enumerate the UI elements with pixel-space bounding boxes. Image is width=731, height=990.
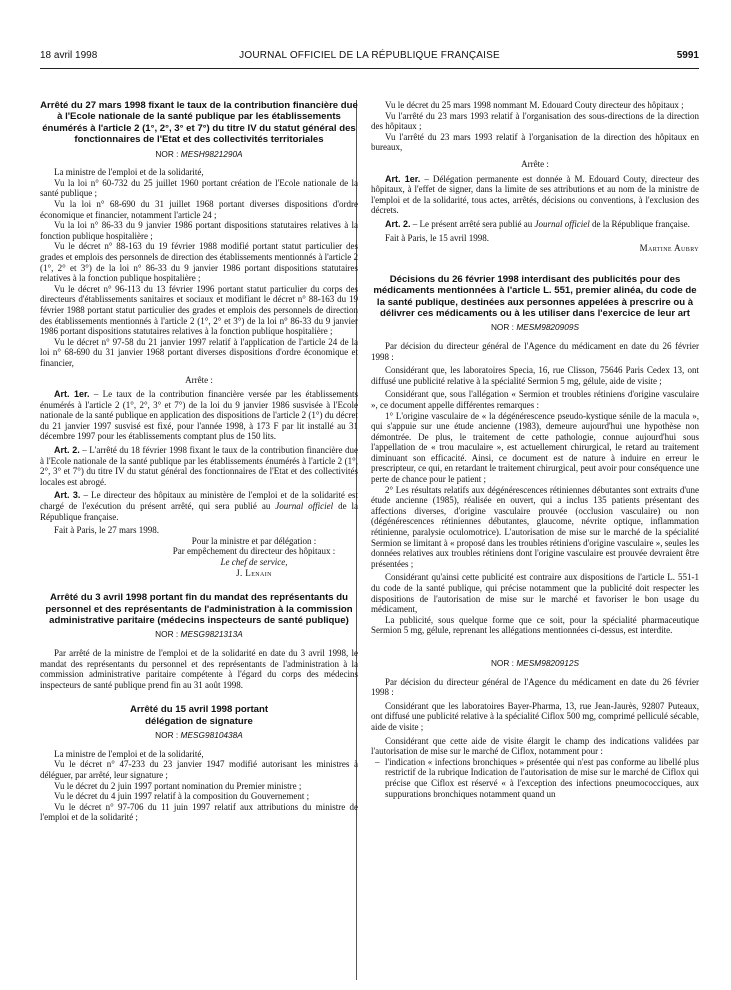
- signatory-name: J. Lenain: [236, 567, 272, 578]
- article-heading: Art. 1er.: [385, 173, 421, 184]
- paragraph: Vu le décret n° 97-706 du 11 juin 1997 relatif aux attributions du ministre de l'emploi et de la solidarité ;: [40, 801, 358, 823]
- article-text: – Le taux de la contribution financière versée par les établissements énumérés à l'article 2 (1°, 2°, 3° et 7°) de la loi du 9 janvier 1986 susvisée à l'Ecole nationale de la santé publique en application des dispositions de l'article 2 (1°) du décret du 21 janvier 1997 susvisé est fixé, pour l'année 1998, à 173 F par lit installé au 31 décembre 1997 pour les établissements comptant plus de 150 lits.: [40, 389, 358, 442]
- running-header: [40, 50, 699, 64]
- paragraph: Vu le décret n° 47-233 du 23 janvier 1947 modifié autorisant les ministres à déléguer, par arrêté, leur signature ;: [40, 759, 358, 780]
- nor-code: MESG9810438A: [180, 730, 243, 741]
- nor-label: NOR :: [155, 148, 179, 159]
- paragraph: 2° Les résultats relatifs aux dégénérescences rétiniennes débutantes sont extraits d'une étude ancienne (1985), réalisée en ouvert, qui a inclus 135 patients présentant des affections diverses, d'origine vasculaire prouvée (occlusion vasculaire) ou non (dégénérescences rétiniennes débutantes, glaucome, névrite optique, inflammation rétinienne, paralysie oculomotrice). L'autorisation de mise sur le marché de la spécialité Sermion se limitant à « proposé dans les troubles rétiniens d'origine vasculaire », seules les données relatives aux troubles rétiniens dont l'origine vasculaire est prouvée devraient être présentées ;: [371, 484, 699, 569]
- article: [40, 389, 358, 442]
- article-heading: Art. 1er.: [54, 389, 90, 400]
- article-heading: Art. 3.: [54, 490, 81, 501]
- paragraph: Considérant que cette aide de visite élargit le champ des indications validées par l'autorisation de mise sur le marché de Ciflox, notamment pour :: [371, 735, 699, 757]
- nor-reference: [371, 658, 699, 669]
- decree-title: Arrêté du 15 avril 1998 portant délégation de signature: [129, 704, 269, 727]
- decree-title: Arrêté du 3 avril 1998 portant fin du mandat des représentants du personnel et des représentants de l'administration à la commission administrative paritaire (médecins inspecteurs de santé publique): [45, 592, 353, 626]
- decree-contribution: [40, 100, 358, 578]
- article-text: – L'arrêté du 18 février 1998 fixant le taux de la contribution financière due à l'Ecole nationale de la santé publique par les établissements énumérés à l'article 2 (1°, 2°, 3° et 7°) du titre IV du statut général des fonctionnaires de l'Etat et des collectivités locales est abrogé.: [40, 445, 358, 487]
- signature-line: Pour la ministre et par délégation :: [191, 535, 317, 546]
- paragraph: Vu le décret n° 97-58 du 21 janvier 1997 relatif à l'application de l'article 24 de la loi n° 68-690 du 31 janvier 1968 portant diverses dispositions d'ordre économique et financier,: [40, 336, 358, 368]
- paragraph: 1° L'origine vasculaire de « la dégénérescence pseudo-kystique sénile de la macula », qui s'appuie sur une étude ancienne (1983), demeure aujourd'hui une hypothèse non démontrée. De plus, le traitement de cette pathologie, connue aujourd'hui sous l'appellation de « trou maculaire », est actuellement chirurgical, le retard au traitement diminuant son efficacité. Ainsi, ce document est de nature à induire en erreur le prescripteur, ce qui, en retardant le traitement chirurgical, peut avoir pour conséquence une perte de chance pour le patient ;: [371, 410, 699, 485]
- article-text: – Délégation permanente est donnée à M. Edouard Couty, directeur des hôpitaux, à l'effet de signer, dans la limite de ses attributions et au nom de la ministre de l'emploi et de la solidarité, tous actes, arrêtés, décisions ou conventions, à l'exclusion des décrets.: [371, 173, 699, 216]
- paragraph: Considérant que les laboratoires Bayer-Pharma, 13, rue Jean-Jaurès, 92807 Puteaux, ont diffusé une publicité relative à la spécialité Ciflox 500 mg, comprimé pelliculé sécable, aide de visite ;: [371, 700, 699, 732]
- signatory-name: Martine Aubry: [639, 243, 699, 254]
- decree-delegation-continued: [371, 100, 699, 254]
- paragraph: Vu le décret n° 96-113 du 13 février 1996 portant statut particulier du corps des directeurs d'établissements sanitaires et sociaux et modifiant le décret n° 88-163 du 19 février 1988 portant statut particulier des grades et emplois des personnels de direction des établissements mentionnés à l'article 2 (1°, 2° et 3°) de la loi n° 86-33 du 9 janvier 1986 portant dispositions statutaires relatives à la fonction publique hospitalière ;: [40, 283, 358, 337]
- fait-a-paris: Fait à Paris, le 15 avril 1998.: [385, 232, 489, 243]
- nor-label: NOR :: [155, 629, 179, 640]
- decision-title: Décisions du 26 février 1998 interdisant des publicités pour des médicaments mentionnées à l'article L. 551, premier alinéa, du code de la santé publique, destinées aux personnes appelées à prescrire ou à délivrer ces médicaments ou à les utiliser dans l'exercice de leur art: [373, 273, 697, 319]
- nor-code: MESM9820912S: [516, 657, 580, 668]
- paragraph: Par décision du directeur général de l'Agence du médicament en date du 26 février 1998 :: [371, 676, 699, 698]
- nor-reference: [371, 322, 699, 333]
- article: [40, 490, 358, 522]
- arrete-heading: Arrête :: [521, 158, 549, 169]
- nor-reference: [40, 629, 358, 640]
- arrete-heading: Arrête :: [185, 374, 213, 385]
- bullet-list: [371, 757, 699, 799]
- article-text: – Le présent arrêté sera publié au: [410, 218, 535, 229]
- article: [371, 174, 699, 216]
- article-heading: Art. 2.: [385, 218, 411, 229]
- article-heading: Art. 2.: [54, 445, 80, 456]
- article-text-end: de la République française.: [40, 501, 358, 522]
- nor-code: MESM9820909S: [516, 322, 580, 333]
- header-rule: [40, 68, 699, 69]
- paragraph: Vu la loi n° 68-690 du 31 juillet 1968 portant diverses dispositions d'ordre économique et financier, notamment l'article 24 ;: [40, 199, 358, 220]
- paragraph: La ministre de l'emploi et de la solidarité,: [54, 167, 204, 178]
- fait-a-paris: Fait à Paris, le 27 mars 1998.: [54, 525, 159, 536]
- decree-commission: [40, 592, 358, 690]
- nor-reference: [40, 730, 358, 741]
- article-text-end: de la République française.: [589, 218, 690, 229]
- nor-reference: [40, 149, 358, 160]
- list-item: – l'indication « infections bronchiques » présentée qui n'est pas conforme au libellé plus restrictif de la rubrique Indication de l'autorisation de mise sur le marché de Ciflox qui précise que Ciflox est réservé « à l'exception des infections pneumococciques, aux suppurations bronchiques notamment quand un: [371, 757, 699, 799]
- journal-officiel-text: Journal officiel: [275, 501, 334, 512]
- paragraph: Vu la loi n° 86-33 du 9 janvier 1986 portant dispositions statutaires relatives à la fonction publique hospitalière ;: [40, 220, 358, 241]
- header-journal-title: JOURNAL OFFICIEL DE LA RÉPUBLIQUE FRANÇAISE: [239, 50, 500, 61]
- article-text: – Le directeur des hôpitaux au ministère de l'emploi et de la solidarité est chargé de l'exécution du présent arrêté, qui sera publié au: [40, 490, 358, 512]
- paragraph: Vu le décret du 25 mars 1998 nommant M. Edouard Couty directeur des hôpitaux ;: [385, 100, 684, 110]
- journal-officiel-text: Journal officiel: [534, 218, 590, 229]
- left-column: [40, 100, 358, 823]
- paragraph: Vu l'arrêté du 23 mars 1993 relatif à l'organisation des sous-directions de la direction des hôpitaux ;: [371, 110, 699, 132]
- paragraph: Vu la loi n° 60-732 du 25 juillet 1960 portant création de l'Ecole nationale de la santé publique ;: [40, 177, 358, 199]
- decision-ciflox: [371, 658, 699, 799]
- signature-line: Par empêchement du directeur des hôpitaux :: [172, 546, 336, 557]
- nor-label: NOR :: [490, 657, 514, 668]
- paragraph: Par arrêté de la ministre de l'emploi et de la solidarité en date du 3 avril 1998, le mandat des représentants du personnel et des représentants de l'administration à la commission administrative paritaire compétente à l'égard du corps des médecins inspecteurs de santé publique prend fin au 31 août 1998.: [40, 648, 358, 690]
- decree-delegation: [40, 704, 358, 823]
- article: [371, 219, 699, 230]
- paragraph: Par décision du directeur général de l'Agence du médicament en date du 26 février 1998 :: [371, 340, 699, 362]
- nor-label: NOR :: [490, 322, 514, 333]
- paragraph: La publicité, sous quelque forme que ce soit, pour la spécialité pharmaceutique Sermion 5 mg, gélule, reprenant les allégations mentionnées ci-dessus, est interdite.: [371, 614, 699, 636]
- paragraph: Considérant qu'ainsi cette publicité est contraire aux dispositions de l'article L. 551-1 du code de la santé publique, qui précise notamment que la publicité doit respecter les dispositions de l'autorisation de mise sur le marché et favoriser le bon usage du médicament,: [371, 572, 699, 615]
- paragraph: Vu le décret du 2 juin 1997 portant nomination du Premier ministre ;: [54, 780, 302, 791]
- paragraph: Considérant que, sous l'allégation « Sermion et troubles rétiniens d'origine vasculaire », ce document appelle différentes remarques :: [371, 389, 699, 410]
- signature-role: Le chef de service,: [220, 557, 288, 567]
- nor-code: MESH9821290A: [180, 148, 243, 159]
- article: [40, 445, 358, 487]
- paragraph: La ministre de l'emploi et de la solidarité,: [54, 748, 204, 759]
- nor-code: MESG9821313A: [180, 629, 243, 640]
- paragraph: Vu le décret du 4 juin 1997 relatif à la composition du Gouvernement ;: [54, 791, 310, 802]
- header-date: 18 avril 1998: [40, 50, 98, 61]
- header-page-number: 5991: [676, 50, 699, 61]
- paragraph: Considérant que, les laboratoires Specia, 16, rue Clisson, 75646 Paris Cedex 13, ont diffusé une publicité relative à la spécialité Sermion 5 mg, gélule, aide de visite ;: [371, 365, 699, 386]
- decree-title: Arrêté du 27 mars 1998 fixant le taux de la contribution financière due à l'Ecole nationale de la santé publique par les établissements énumérés à l'article 2 (1°, 2°, 3° et 7°) du titre IV du statut général des fonctionnaires de l'Etat et des collectivités territoriales: [40, 100, 358, 146]
- paragraph: Vu le décret n° 88-163 du 19 février 1988 modifié portant statut particulier des grades et emplois des personnels de direction des établissements mentionnés à l'article 2 (1°, 2° et 3°) de la loi n° 86-33 du 9 janvier 1986 portant dispositions statutaires relatives à la fonction publique hospitalière ;: [40, 241, 358, 284]
- right-column: [371, 100, 699, 799]
- nor-label: NOR :: [155, 730, 179, 741]
- decision-sermion: [371, 274, 699, 636]
- paragraph: Vu l'arrêté du 23 mars 1993 relatif à l'organisation de la direction des hôpitaux en bureaux,: [371, 131, 699, 153]
